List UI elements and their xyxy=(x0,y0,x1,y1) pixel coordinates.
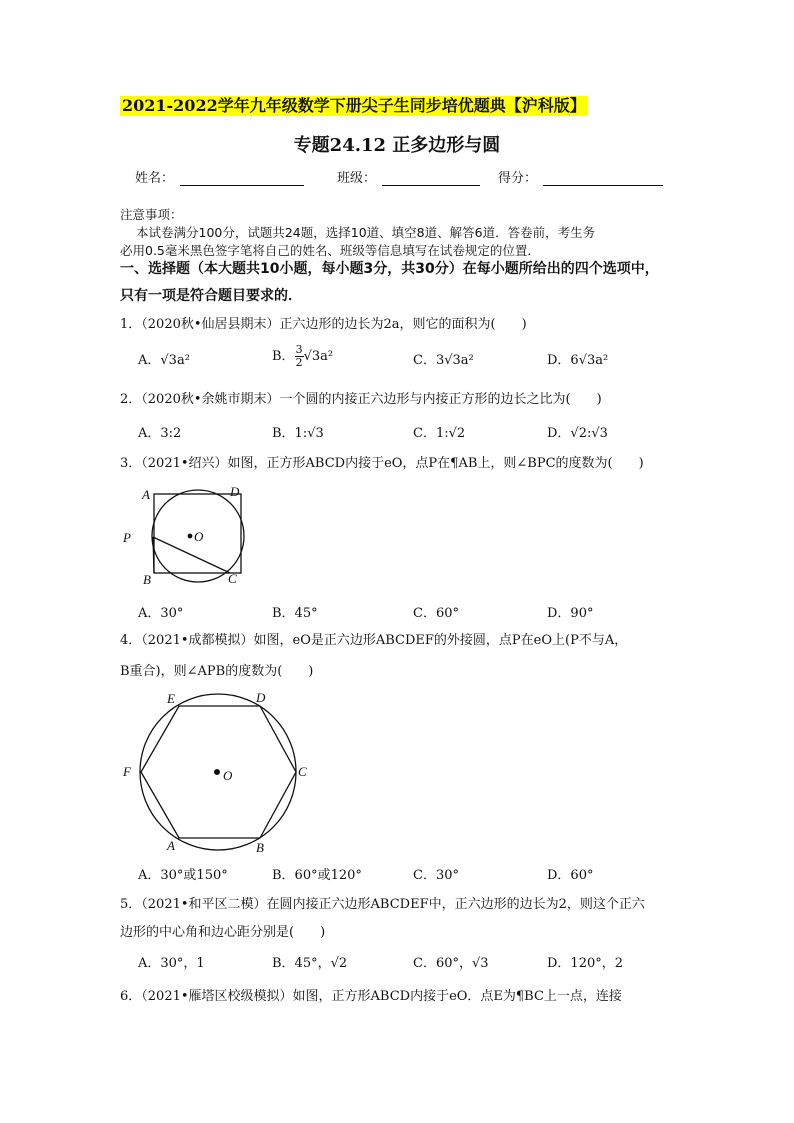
q5-option-a[interactable]: A．30°，1 xyxy=(138,956,205,971)
q2-option-d[interactable]: D．√2:√3 xyxy=(547,426,608,441)
q5-option-d[interactable]: D．120°，2 xyxy=(547,956,624,971)
q3-label-a: A xyxy=(142,487,150,502)
q4-label-a: A xyxy=(167,838,175,853)
q1-option-b-tail: √3a² xyxy=(303,349,334,364)
q4-stem-line2: B重合)，则∠APB的度数为( ) xyxy=(120,664,314,679)
q4-stem-line1: 4．（2021•成都模拟）如图，eO是正六边形ABCDEF的外接圆，点P在eO上(P不与A， xyxy=(120,633,628,648)
q5-option-b[interactable]: B．45°，√2 xyxy=(272,956,348,971)
q1-option-b[interactable] xyxy=(272,344,333,369)
q4-label-f: F xyxy=(123,764,131,779)
q3-option-a[interactable]: A．30° xyxy=(138,606,184,621)
q4-figure xyxy=(115,688,325,856)
q3-figure xyxy=(118,480,253,592)
q4-option-b[interactable]: B．60°或120° xyxy=(272,868,362,883)
name-field xyxy=(135,167,304,186)
score-label: 得分： xyxy=(498,171,538,186)
q3-label-o: O xyxy=(194,529,204,544)
q4-label-o: O xyxy=(223,768,233,783)
notice-line2: 必用0.5毫米黑色签字笔将自己的姓名、班级等信息填写在试卷规定的位置． xyxy=(120,243,540,258)
q1-fraction-num: 3 xyxy=(295,343,303,356)
q3-option-d[interactable]: D．90° xyxy=(547,606,594,621)
q1-fraction xyxy=(295,344,304,369)
name-blank[interactable] xyxy=(180,171,304,186)
q1-option-a[interactable]: A．√3a² xyxy=(138,353,190,368)
q3-label-d: D xyxy=(230,484,240,499)
notice-line1: 本试卷满分100分，试题共24题，选择10道、填空8道、解答6道．答卷前，考生务 xyxy=(136,225,596,240)
q6-stem: 6．（2021•雁塔区校级模拟）如图，正方形ABCD内接于eO．点E为¶BC上一点，连接 xyxy=(120,989,622,1004)
q1-stem: 1．（2020秋•仙居县期末）正六边形的边长为2a，则它的面积为( ) xyxy=(120,317,527,332)
class-field xyxy=(337,167,480,186)
q5-stem-line2: 边形的中心角和边心距分别是( ) xyxy=(120,925,326,940)
name-label: 姓名： xyxy=(135,171,175,186)
q4-label-d: D xyxy=(256,690,266,705)
class-blank[interactable] xyxy=(382,171,480,186)
notice-heading: 注意事项： xyxy=(120,207,183,222)
score-blank[interactable] xyxy=(543,171,663,186)
q1-option-b-label: B． xyxy=(272,349,295,364)
section-heading-line2: 只有一项是符合题目要求的． xyxy=(120,288,302,304)
q3-label-p: P xyxy=(123,530,131,545)
q2-option-b[interactable]: B．1:√3 xyxy=(272,426,324,441)
doc-header: 2021-2022学年九年级数学下册尖子生同步培优题典【沪科版】 xyxy=(122,96,586,115)
q2-option-a[interactable]: A．3:2 xyxy=(138,426,182,441)
q4-center-dot xyxy=(214,769,220,775)
section-heading-line1: 一、选择题（本大题共10小题，每小题3分，共30分）在每小题所给出的四个选项中， xyxy=(120,261,659,277)
q2-stem: 2．（2020秋•余姚市期末）一个圆的内接正六边形与内接正方形的边长之比为( ) xyxy=(120,392,602,407)
q5-option-c[interactable]: C．60°，√3 xyxy=(413,956,489,971)
q1-fraction-den: 2 xyxy=(295,356,303,369)
q2-option-c[interactable]: C．1:√2 xyxy=(413,426,466,441)
q4-label-e: E xyxy=(167,691,175,706)
q4-label-b: B xyxy=(256,840,264,855)
q4-option-d[interactable]: D．60° xyxy=(547,868,594,883)
q3-center-dot xyxy=(188,534,193,539)
q3-option-c[interactable]: C．60° xyxy=(413,606,459,621)
q4-option-a[interactable]: A．30°或150° xyxy=(138,868,228,883)
page-title: 专题24.12 正多边形与圆 xyxy=(293,135,501,156)
q3-label-b: B xyxy=(143,572,151,587)
q3-option-b[interactable]: B．45° xyxy=(272,606,318,621)
q4-label-c: C xyxy=(298,764,307,779)
q3-stem: 3．（2021•绍兴）如图，正方形ABCD内接于eO，点P在¶AB上，则∠BPC的度数为( ) xyxy=(120,456,644,471)
score-field xyxy=(498,167,663,186)
q1-option-c[interactable]: C．3√3a² xyxy=(413,353,474,368)
q5-stem-line1: 5．（2021•和平区二模）在圆内接正六边形ABCDEF中，正六边形的边长为2，则这个正六 xyxy=(120,897,645,912)
class-label: 班级： xyxy=(337,171,377,186)
q4-option-c[interactable]: C．30° xyxy=(413,868,459,883)
q3-label-c: C xyxy=(228,571,237,586)
q1-option-d[interactable]: D．6√3a² xyxy=(547,353,609,368)
